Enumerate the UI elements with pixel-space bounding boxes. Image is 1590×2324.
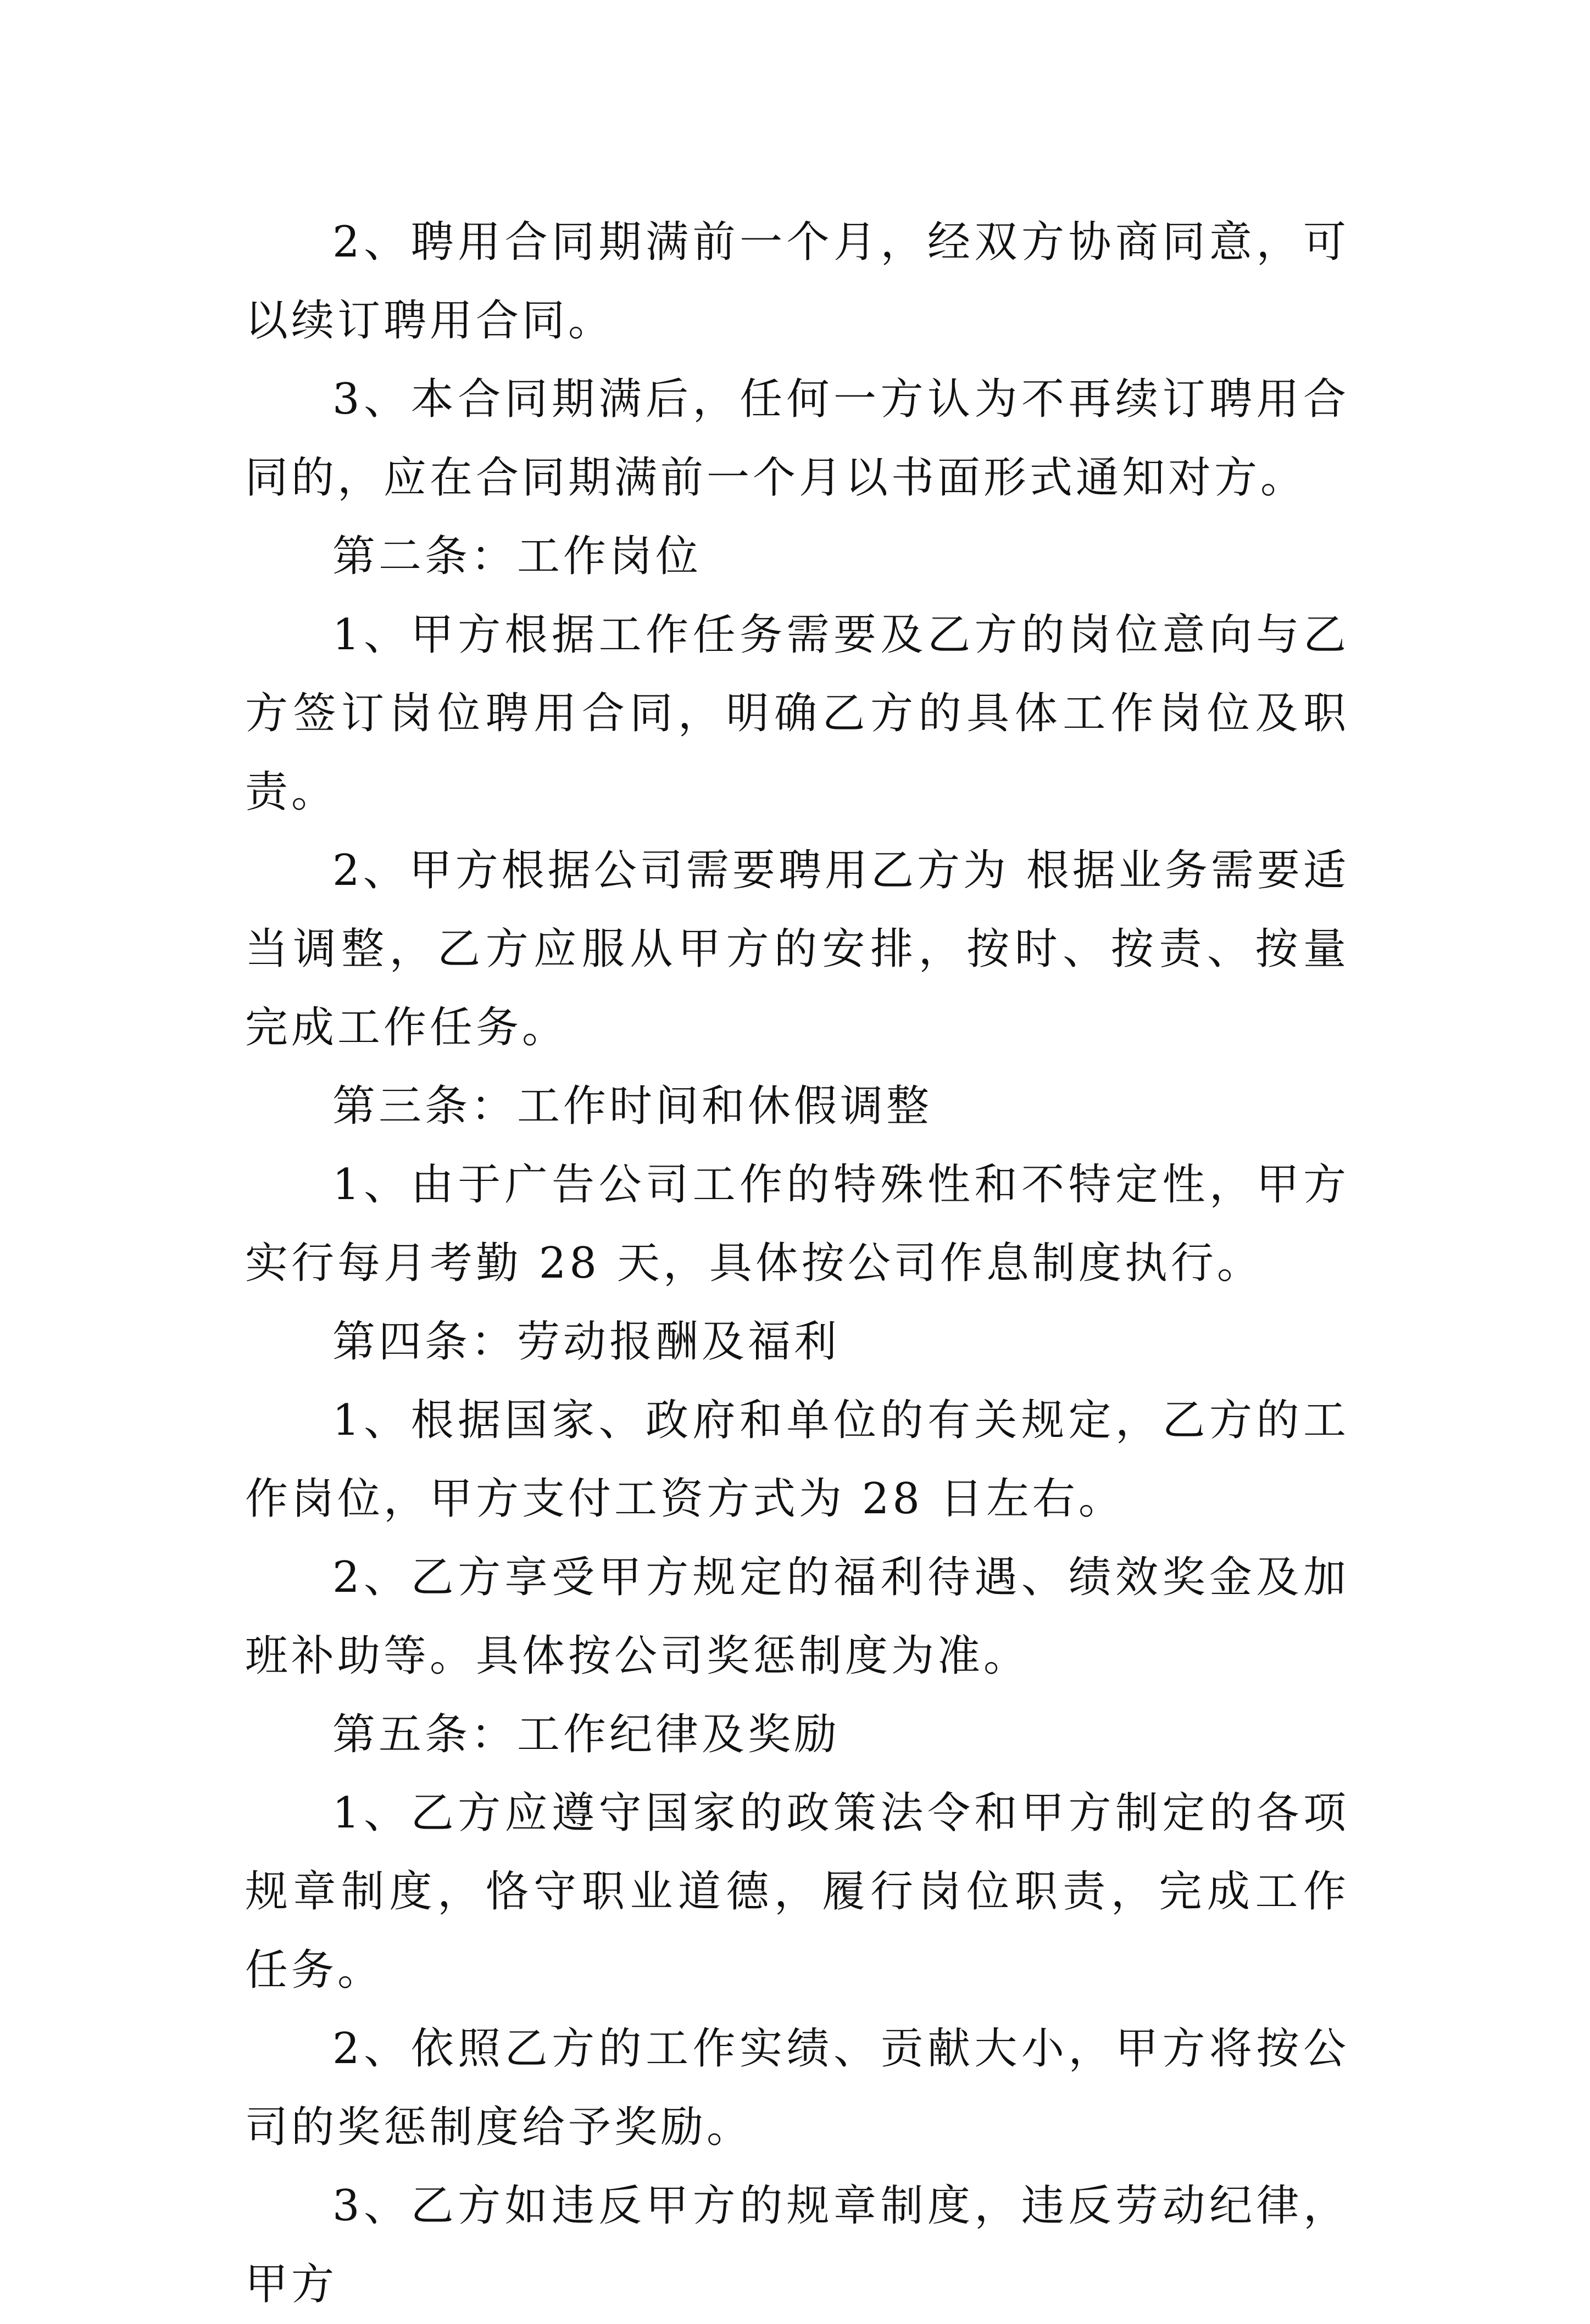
- clause-paragraph: 1、甲方根据工作任务需要及乙方的岗位意向与乙方签订岗位聘用合同，明确乙方的具体工作岗位及职责。: [245, 610, 1349, 817]
- article-heading: 第三条：工作时间和休假调整: [332, 1082, 933, 1131]
- article-heading: 第五条：工作纪律及奖励: [332, 1710, 841, 1759]
- clause-paragraph: 2、依照乙方的工作实绩、贡献大小，甲方将按公司的奖惩制度给予奖励。: [245, 2024, 1349, 2152]
- clause-paragraph: 1、由于广告公司工作的特殊性和不特定性，甲方实行每月考勤 28 天，具体按公司作息制度执行。: [245, 1160, 1349, 1288]
- clause-paragraph: 3、本合同期满后，任何一方认为不再续订聘用合同的，应在合同期满前一个月以书面形式通知对方。: [245, 375, 1349, 503]
- clause-paragraph: 3、乙方如违反甲方的规章制度，违反劳动纪律，甲方: [245, 2181, 1349, 2309]
- clause-paragraph: 2、甲方根据公司需要聘用乙方为 根据业务需要适当调整，乙方应服从甲方的安排，按时、按责、按量完成工作任务。: [245, 846, 1349, 1052]
- clause-paragraph: 1、乙方应遵守国家的政策法令和甲方制定的各项规章制度，恪守职业道德，履行岗位职责，完成工作任务。: [245, 1788, 1349, 1995]
- clause-paragraph: 2、聘用合同期满前一个月，经双方协商同意，可以续订聘用合同。: [245, 218, 1349, 345]
- clause-paragraph: 1、根据国家、政府和单位的有关规定，乙方的工作岗位，甲方支付工资方式为 28 日左右。: [245, 1396, 1349, 1524]
- document-body: [245, 203, 1349, 2324]
- article-heading: 第二条：工作岗位: [332, 532, 702, 581]
- clause-paragraph: 2、乙方享受甲方规定的福利待遇、绩效奖金及加班补助等。具体按公司奖惩制度为准。: [245, 1553, 1349, 1681]
- article-heading: 第四条：劳动报酬及福利: [332, 1317, 841, 1367]
